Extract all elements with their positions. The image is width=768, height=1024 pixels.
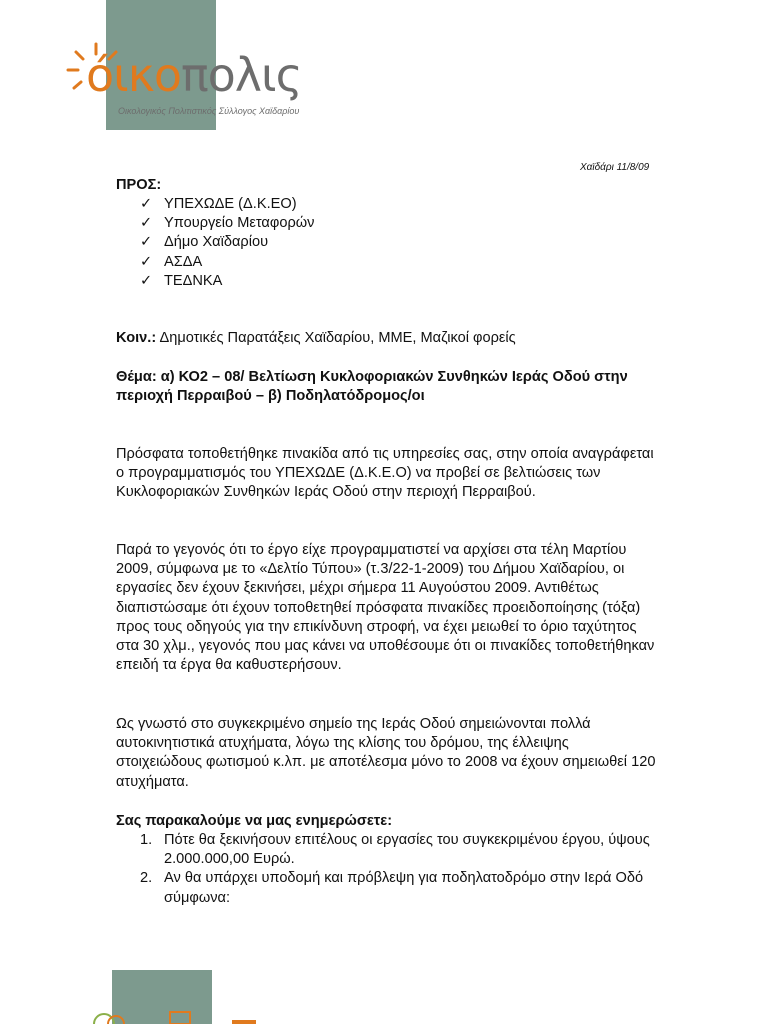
cc-line — [116, 329, 656, 348]
organization-logo — [66, 40, 316, 120]
recipient-label: ΥΠΕΧΩΔΕ (Δ.Κ.ΕΟ) — [164, 196, 297, 212]
recipient-label: ΤΕΔΝΚΑ — [164, 272, 223, 289]
check-icon: ✓ — [140, 253, 153, 270]
question-list — [140, 831, 656, 908]
subject-line: Θέμα: α) ΚΟ2 – 08/ Βελτίωση Κυκλοφοριακών Συνθηκών Ιεράς Οδού στην περιοχή Περραιβού – β) Ποδηλατόδρομος/οι — [116, 369, 628, 405]
list-item — [140, 253, 314, 272]
paragraph-3: Ως γνωστό στο συγκεκριμένο σημείο της Ιεράς Οδού σημειώνονται πολλά αυτοκινητιστικά ατυχήματα, λόγω της κλίσης του δρόμου, της έλλειψης στοιχειώδους φωτισμού κ.λπ. με αποτέλεσμα μόνο το 2008 να έχουν σημειωθεί 120 ατυχήματα. — [116, 716, 656, 790]
check-icon: ✓ — [140, 272, 153, 289]
cc-label: Κοιν.: — [116, 330, 157, 346]
to-label: ΠΡΟΣ: — [116, 177, 162, 193]
item-number: 1. — [140, 832, 153, 848]
request-heading: Σας παρακαλούμε να μας ενημερώσετε: — [116, 813, 393, 829]
logo-tagline: Οικολογικός Πολιτιστικός Σύλλογος Χαϊδαρίου — [118, 106, 300, 116]
paragraph-2: Παρά το γεγονός ότι το έργο είχε προγραμματιστεί να αρχίσει στα τέλη Μαρτίου 2009, σύμφωνα με το «Δελτίο Τύπου» (τ.3/22-1-2009) του Δήμου Χαϊδαρίου, οι εργασίες δεν έχουν ξεκινήσει, μέχρι σήμερα 11 Αυγούστου 2009. Αντιθέτως διαπιστώσαμε ότι έχουν τοποθετηθεί πρόσφατα πινακίδες προειδοποίησης (τόξα) προς τους οδηγούς για την επικίνδυνη στροφή, να έχει μειωθεί το όριο ταχύτητος στα 30 χλμ., γεγονός που μας κάνει να υποθέσουμε ότι οι πινακίδες τοποθετήθηκαν επειδή τα έργα θα καθυστερήσουν. — [116, 542, 655, 674]
check-icon: ✓ — [140, 234, 153, 251]
list-item — [140, 831, 656, 869]
letter-date: Χαϊδάρι 11/8/09 — [580, 162, 650, 173]
item-text: Πότε θα ξεκινήσουν επιτέλους οι εργασίες του συγκεκριμένου έργου, ύψους 2.000.000,00 Ευρώ. — [164, 832, 650, 868]
logo-word-orange: όικο — [86, 48, 181, 102]
footer-logo-icon — [90, 1006, 270, 1024]
item-text: Αν θα υπάρχει υποδομή και πρόβλεψη για ποδηλατοδρόμο στην Ιερά Οδό σύμφωνα: — [164, 870, 644, 906]
list-item — [140, 233, 314, 252]
recipient-label: ΑΣΔΑ — [164, 253, 203, 270]
check-icon: ✓ — [140, 196, 153, 212]
logo-wordmark — [86, 48, 302, 102]
recipient-label: Δήμο Χαϊδαρίου — [164, 234, 269, 251]
cc-text: Δημοτικές Παρατάξεις Χαϊδαρίου, ΜΜΕ, Μαζικοί φορείς — [156, 330, 516, 346]
list-item — [140, 214, 314, 233]
recipient-list — [140, 195, 314, 291]
recipient-label: Υπουργείο Μεταφορών — [164, 215, 315, 232]
paragraph-1: Πρόσφατα τοποθετήθηκε πινακίδα από τις υπηρεσίες σας, στην οποία αναγράφεται ο προγραμματισμός του ΥΠΕΧΩΔΕ (Δ.Κ.Ε.Ο) να προβεί σε βελτιώσεις των Κυκλοφοριακών Συνθηκών Ιεράς Οδού στην περιοχή Περραιβού. — [116, 446, 654, 501]
list-item — [140, 195, 314, 214]
item-number: 2. — [140, 870, 153, 887]
check-icon: ✓ — [140, 215, 153, 232]
list-item — [140, 869, 656, 907]
logo-word-grey: πολις — [180, 48, 302, 102]
list-item — [140, 272, 314, 291]
